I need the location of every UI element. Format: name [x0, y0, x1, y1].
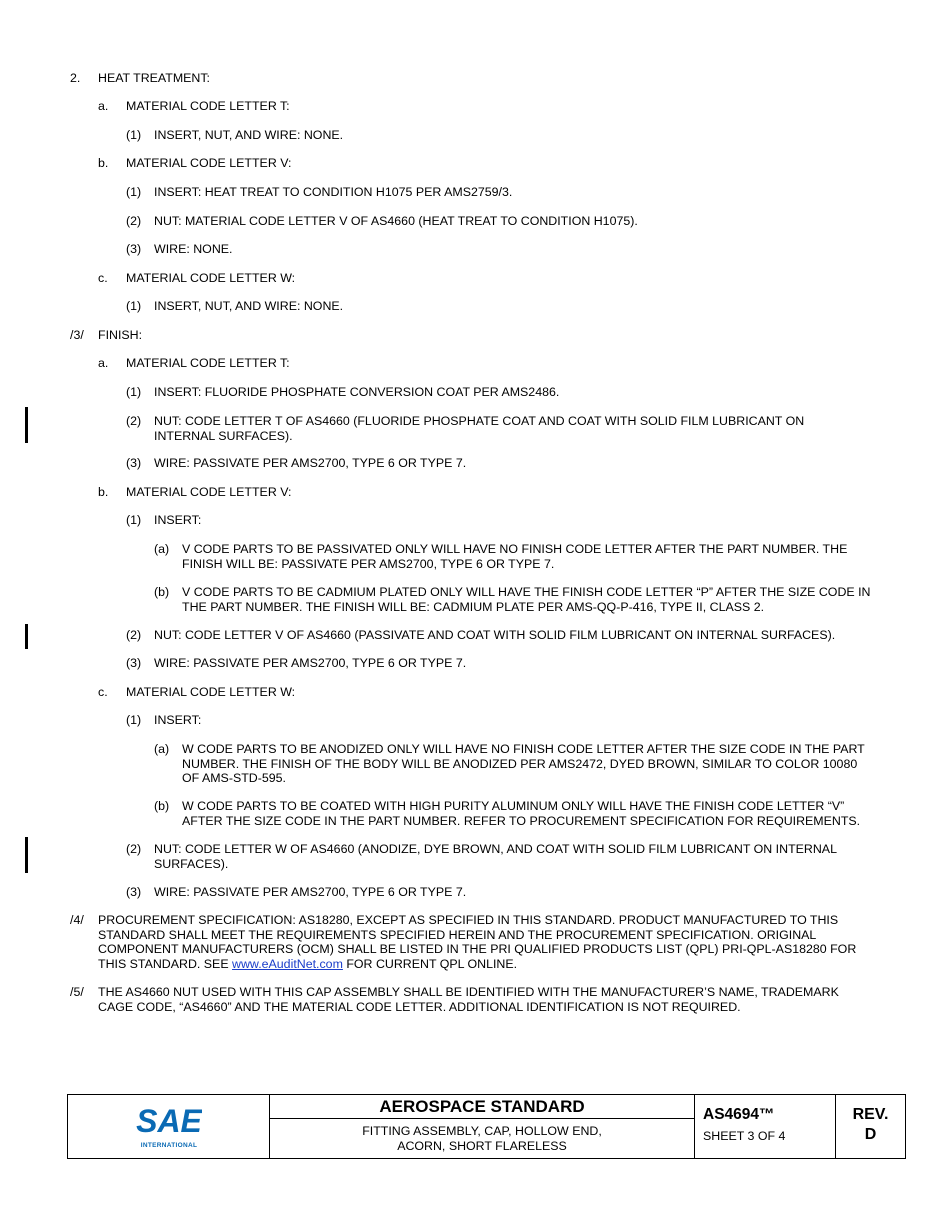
item-number: /3/ [70, 328, 84, 342]
item-number: (2) [126, 214, 142, 228]
item-number: (a) [154, 742, 170, 756]
change-bar [25, 624, 28, 649]
item-number: (1) [126, 299, 142, 313]
item-text: FINISH: [98, 328, 143, 342]
change-bar [25, 407, 28, 443]
title-cell [270, 1095, 695, 1158]
item-number: (2) [126, 628, 142, 642]
item-number: b. [98, 485, 109, 499]
item-number: (2) [126, 842, 142, 856]
item-text: WIRE: NONE. [154, 242, 233, 256]
item-number: b. [98, 156, 109, 170]
item-number: /4/ [70, 913, 84, 927]
change-bar [25, 837, 28, 873]
item-number: (b) [154, 585, 170, 599]
item-text: NUT: CODE LETTER W OF AS4660 (ANODIZE, DYE BROWN, AND COAT WITH SOLID FILM LUBRICANT ON INTERNAL SURFACES). [154, 842, 837, 871]
document-subtitle [270, 1119, 694, 1153]
item-number: (1) [126, 385, 142, 399]
item-number: (1) [126, 513, 142, 527]
item-text: INSERT: [154, 513, 202, 527]
item-number: (2) [126, 414, 142, 428]
item-text: MATERIAL CODE LETTER T: [126, 99, 290, 113]
item-text [98, 913, 868, 971]
standard-title: AEROSPACE STANDARD [270, 1095, 694, 1119]
item-number: (3) [126, 885, 142, 899]
item-text: WIRE: PASSIVATE PER AMS2700, TYPE 6 OR TYPE 7. [154, 885, 467, 899]
title-block [67, 1094, 906, 1159]
subtitle-line: ACORN, SHORT FLARELESS [397, 1138, 567, 1153]
item-text: INSERT: FLUORIDE PHOSPHATE CONVERSION COAT PER AMS2486. [154, 385, 560, 399]
item-number: c. [98, 685, 108, 699]
item-text: W CODE PARTS TO BE COATED WITH HIGH PURITY ALUMINUM ONLY WILL HAVE THE FINISH CODE LETTER “V” AFTER THE SIZE CODE IN THE PART NUMBER. REFER TO PROCUREMENT SPECIFICATION FOR REQUIREMENTS. [182, 799, 861, 828]
item-text: HEAT TREATMENT: [98, 71, 210, 85]
sae-logo-text: SAE [136, 1104, 202, 1136]
item-text: INSERT: HEAT TREAT TO CONDITION H1075 PER AMS2759/3. [154, 185, 513, 199]
revision-label: REV. [852, 1106, 889, 1123]
sae-logo [136, 1104, 202, 1136]
item-text: MATERIAL CODE LETTER V: [126, 485, 292, 499]
item-text: V CODE PARTS TO BE PASSIVATED ONLY WILL HAVE NO FINISH CODE LETTER AFTER THE PART NUMBER. THE FINISH WILL BE: PASSIVATE PER AMS2700, TYPE 6 OR TYPE 7. [182, 542, 848, 571]
item-number: (3) [126, 656, 142, 670]
item-number: (a) [154, 542, 170, 556]
item-text: INSERT: [154, 713, 202, 727]
note-text-part: FOR CURRENT QPL ONLINE. [342, 956, 518, 971]
item-number: (b) [154, 799, 170, 813]
item-text: MATERIAL CODE LETTER V: [126, 156, 292, 170]
item-number: (3) [126, 456, 142, 470]
item-number: (1) [126, 713, 142, 727]
item-text: V CODE PARTS TO BE CADMIUM PLATED ONLY WILL HAVE THE FINISH CODE LETTER “P” AFTER THE SIZE CODE IN THE PART NUMBER. THE FINISH WILL BE: CADMIUM PLATE PER AMS-QQ-P-416, TYPE II, CLASS 2. [182, 585, 871, 614]
item-number: /5/ [70, 985, 84, 999]
revision-cell [836, 1095, 905, 1158]
item-text: NUT: CODE LETTER T OF AS4660 (FLUORIDE PHOSPHATE COAT AND COAT WITH SOLID FILM LUBRICANT ON INTERNAL SURFACES). [154, 414, 805, 443]
item-number: c. [98, 271, 108, 285]
revision-value: D [864, 1126, 877, 1143]
item-text: INSERT, NUT, AND WIRE: NONE. [154, 299, 344, 313]
item-text: MATERIAL CODE LETTER W: [126, 271, 296, 285]
item-text: NUT: CODE LETTER V OF AS4660 (PASSIVATE AND COAT WITH SOLID FILM LUBRICANT ON INTERNAL SURFACES). [154, 628, 836, 642]
item-number: a. [98, 99, 109, 113]
item-text: WIRE: PASSIVATE PER AMS2700, TYPE 6 OR TYPE 7. [154, 456, 467, 470]
item-number: (1) [126, 128, 142, 142]
item-text: MATERIAL CODE LETTER T: [126, 356, 290, 370]
item-number: 2. [70, 71, 81, 85]
note-text-part: PROCUREMENT SPECIFICATION: AS18280, EXCEPT AS SPECIFIED IN THIS STANDARD. PRODUCT MANUFACTURED TO THIS STANDARD SHALL MEET THE REQUIREMENTS SPECIFIED HEREIN AND THE PROCUREMENT SPECIFICATION. ORIGINAL COMPONENT MANUFACTURERS (OCM) SHALL BE LISTED IN THE PRI QUALIFIED PRODUCTS LIST (QPL) PRI-QPL-AS18280 FOR THIS STANDARD. SEE [98, 913, 857, 971]
item-text: THE AS4660 NUT USED WITH THIS CAP ASSEMBLY SHALL BE IDENTIFIED WITH THE MANUFACTURER’S NAME, TRADEMARK CAGE CODE, “AS4660” AND THE MATERIAL CODE LETTER. ADDITIONAL IDENTIFICATION IS NOT REQUIRED. [98, 985, 839, 1014]
item-number: a. [98, 356, 109, 370]
item-text: MATERIAL CODE LETTER W: [126, 685, 296, 699]
eauditnet-link[interactable]: www.eAuditNet.com [232, 956, 343, 971]
item-text: INSERT, NUT, AND WIRE: NONE. [154, 128, 344, 142]
item-number: (1) [126, 185, 142, 199]
document-number: AS4694™ [703, 1106, 775, 1123]
item-text: WIRE: PASSIVATE PER AMS2700, TYPE 6 OR TYPE 7. [154, 656, 467, 670]
sheet-number: SHEET 3 OF 4 [703, 1129, 786, 1143]
item-text: NUT: MATERIAL CODE LETTER V OF AS4660 (HEAT TREAT TO CONDITION H1075). [154, 214, 638, 228]
item-number: (3) [126, 242, 142, 256]
item-text: W CODE PARTS TO BE ANODIZED ONLY WILL HAVE NO FINISH CODE LETTER AFTER THE SIZE CODE IN THE PART NUMBER. THE FINISH OF THE BODY WILL BE ANODIZED PER AMS2472, DYED BROWN, SIMILAR TO COLOR 10080 OF AMS-STD-595. [182, 742, 865, 785]
logo-cell [68, 1095, 270, 1158]
logo-caption: INTERNATIONAL [140, 1142, 198, 1149]
subtitle-line: FITTING ASSEMBLY, CAP, HOLLOW END, [362, 1124, 602, 1138]
revision [836, 1105, 905, 1145]
doc-number-cell [695, 1095, 836, 1158]
